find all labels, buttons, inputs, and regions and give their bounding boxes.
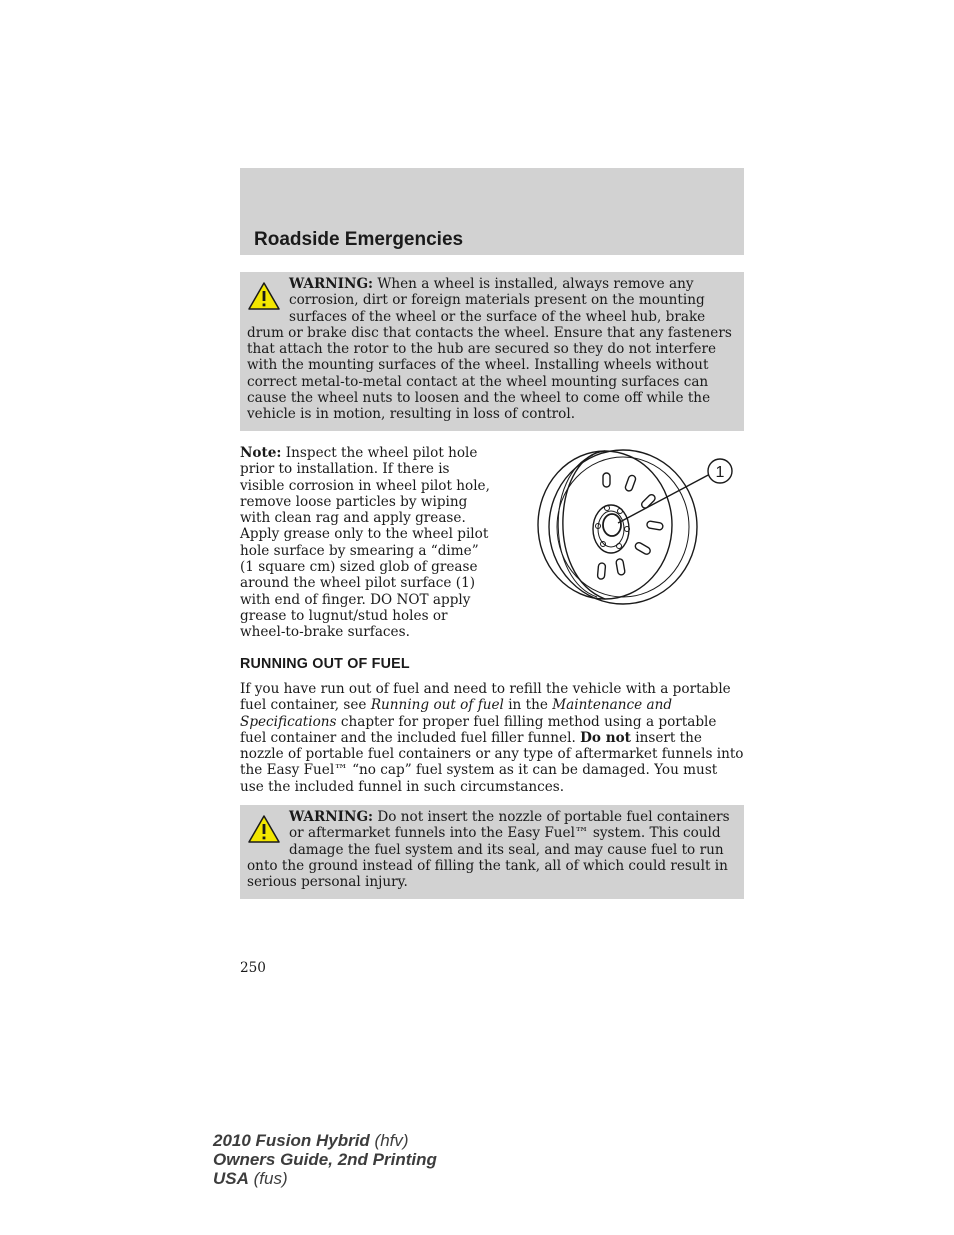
note-body: Inspect the wheel pilot hole prior to installation. If there is visible corrosion in wheel pilot hole, remove loose particles by wiping with clean rag and apply grease. Apply grease only to the wheel pilot hole surface by smearing a “dime” (1 square cm) sized glob of grease around the wheel pilot surface (1) with end of finger. DO NOT apply grease to lugnut/stud holes or wheel-to-brake surfaces. [240, 445, 490, 641]
warning-text: When a wheel is installed, always remove any corrosion, dirt or foreign materials present on the mounting surfaces of the wheel or the surface of the wheel hub, brake drum or brake disc that contacts the wheel. Ensure that any fasteners that attach the rotor to the hub are secured so they do not interfere with the mounting surfaces of the wheel. Installing wheels without correct metal-to-metal contact at the wheel mounting surfaces can cause the wheel nuts to loosen and the wheel to come off while the vehicle is in motion, resulting in loss of control. [247, 276, 732, 423]
page-number: 250 [240, 960, 266, 976]
warning-label: WARNING: [289, 276, 374, 292]
fuel-paragraph [240, 681, 744, 795]
fuel-text-1: If you have run out of fuel and need to refill the vehicle with a portable fuel container, see [240, 681, 731, 714]
section-heading: RUNNING OUT OF FUEL [240, 656, 410, 672]
footer-market: USA [213, 1169, 249, 1188]
fuel-text-3: chapter for proper fuel filling method using a portable fuel container and the included fuel filler funnel. [240, 713, 717, 746]
note-paragraph [240, 445, 495, 641]
document-footer [213, 1131, 437, 1188]
footer-model: 2010 Fusion Hybrid [213, 1131, 370, 1150]
warning-label: WARNING: [289, 809, 374, 825]
fuel-reference-1: Running out of fuel [370, 697, 504, 714]
warning-text: Do not insert the nozzle of portable fuel containers or aftermarket funnels into the Easy Fuel™ system. This could damage the fuel system and its seal, and may cause fuel to run onto the ground instead of filling the tank, all of which could result in serious personal injury. [247, 809, 730, 891]
warning-box-fuel [240, 805, 744, 899]
warning-triangle-icon [247, 281, 281, 311]
fuel-text-4: insert the nozzle of portable fuel containers or any type of aftermarket funnels into the Easy Fuel™ “no cap” fuel system as it can be damaged. You must use the included funnel in such circumstances. [240, 729, 744, 795]
note-label: Note: [240, 445, 282, 461]
warning-triangle-icon [247, 814, 281, 844]
fuel-emphasis: Do not [580, 729, 631, 746]
callout-number: 1 [715, 464, 725, 481]
section-header-bar [240, 168, 744, 255]
footer-model-code: (hfv) [369, 1131, 409, 1150]
fuel-text-2: in the [503, 697, 553, 714]
page-title: Roadside Emergencies [254, 229, 464, 250]
warning-box-wheel [240, 272, 744, 431]
footer-edition: Owners Guide, 2nd Printing [213, 1150, 437, 1169]
fuel-reference-2: Maintenance and Specifications [240, 697, 673, 730]
footer-market-code: (fus) [248, 1169, 288, 1188]
wheel-pilot-hole-illustration [535, 445, 740, 615]
